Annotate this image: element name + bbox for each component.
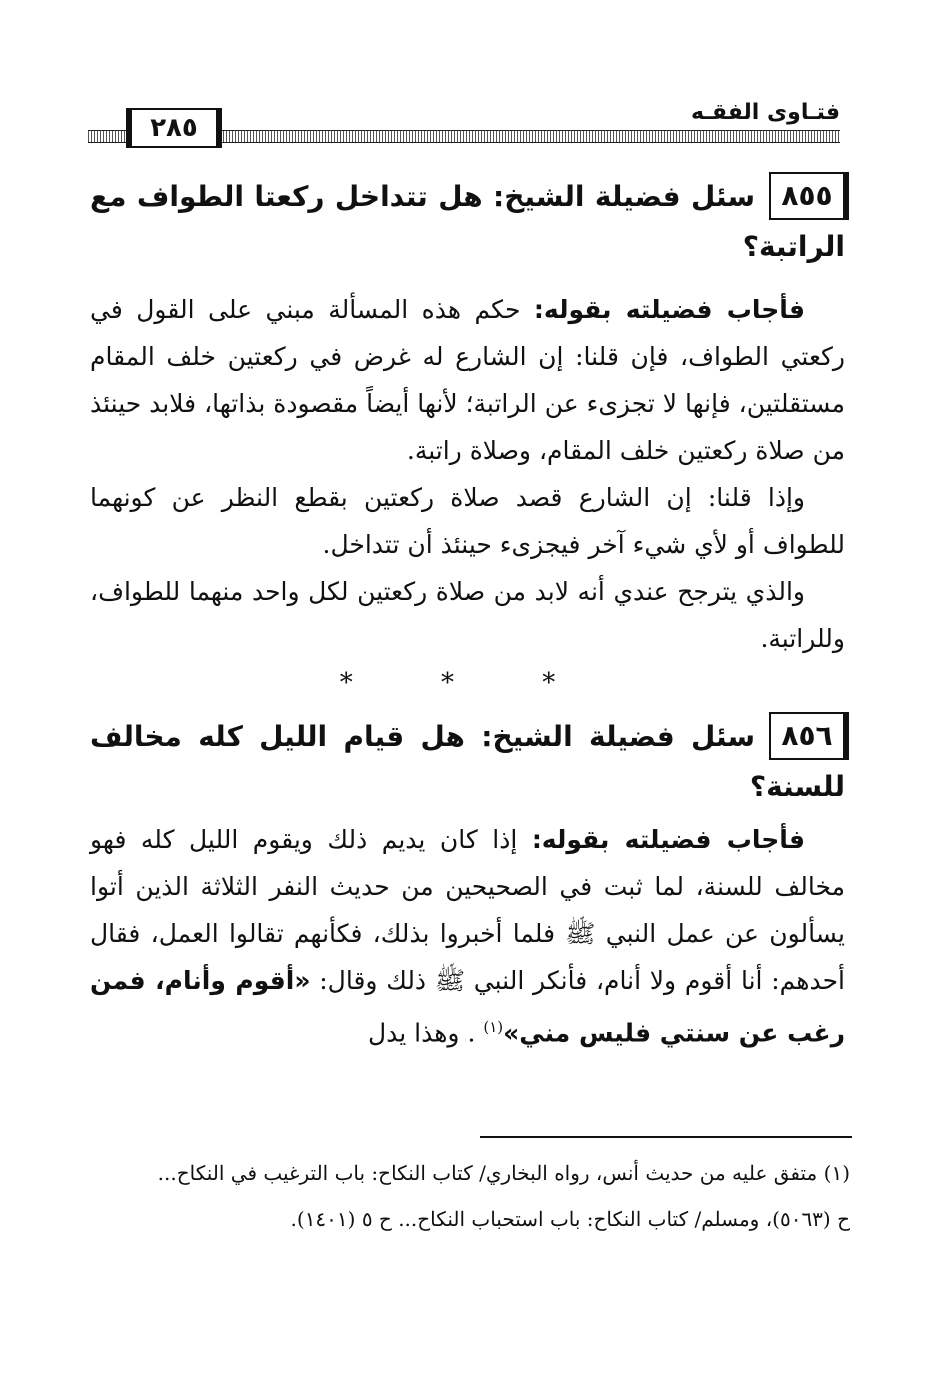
page-number: ٢٨٥ bbox=[126, 108, 222, 148]
footnote bbox=[90, 1150, 850, 1242]
answer-paragraph bbox=[90, 816, 845, 1056]
question-number: ٨٥٦ bbox=[769, 712, 849, 760]
hadith-quote: «أقوم وأنام، فمن رغب عن سنتي فليس مني» bbox=[90, 966, 845, 1048]
section-separator: * * * bbox=[339, 668, 596, 698]
question-text: سئل فضيلة الشيخ: هل تتداخل ركعتا الطواف مع الراتبة؟ bbox=[90, 180, 845, 263]
answer-tail: . وهذا يدل bbox=[367, 1018, 476, 1048]
answer-text: إذا كان يديم ذلك ويقوم الليل كله فهو مخالف للسنة، لما ثبت في الصحيحين من حديث النفر الثلاثة الذين أتوا يسألون عن عمل النبي ﷺ فلما أخبروا بذلك، فكأنهم تقالوا العمل، فقال أحدهم: أنا أقوم ولا أنام، فأنكر النبي ﷺ ذلك وقال: bbox=[90, 825, 846, 995]
footnote-rule bbox=[480, 1136, 852, 1138]
question-number: ٨٥٥ bbox=[769, 172, 849, 220]
main-text bbox=[90, 172, 845, 1056]
footnote-reference: (١) bbox=[483, 1018, 504, 1036]
footnote-line: (١) متفق عليه من حديث أنس، رواه البخاري/ كتاب النكاح: باب الترغيب في النكاح... bbox=[157, 1161, 850, 1185]
answer-paragraph: وإذا قلنا: إن الشارع قصد صلاة ركعتين بقطع النظر عن كونهما للطواف أو لأي شيء آخر فيجزىء حينئذ أن تتداخل. bbox=[90, 483, 845, 559]
fatwa-855 bbox=[90, 172, 845, 272]
answer-paragraph bbox=[90, 286, 845, 474]
answer-lead: فأجاب فضيلته بقوله: bbox=[533, 295, 805, 324]
book-title: فتـاوى الفقـه bbox=[691, 100, 840, 125]
footnote-line: ح (٥٠٦٣)، ومسلم/ كتاب النكاح: باب استحباب النكاح... ح ٥ (١٤٠١). bbox=[290, 1207, 850, 1231]
answer-text: حكم هذه المسألة مبني على القول في ركعتي الطواف، فإن قلنا: إن الشارع له غرض في ركعتين خلف المقام مستقلتين، فإنها لا تجزىء عن الراتبة؛ لأنها أيضاً مقصودة بذاتها، فلابد حينئذ من صلاة ركعتين خلف المقام، وصلاة راتبة. bbox=[90, 295, 845, 465]
fatwa-856 bbox=[90, 712, 845, 812]
answer-paragraph: والذي يترجح عندي أنه لابد من صلاة ركعتين لكل واحد منهما للطواف، وللراتبة. bbox=[90, 577, 845, 653]
answer-lead: فأجاب فضيلته بقوله: bbox=[531, 825, 805, 854]
question-text: سئل فضيلة الشيخ: هل قيام الليل كله مخالف للسنة؟ bbox=[90, 720, 845, 803]
running-header bbox=[88, 100, 840, 148]
